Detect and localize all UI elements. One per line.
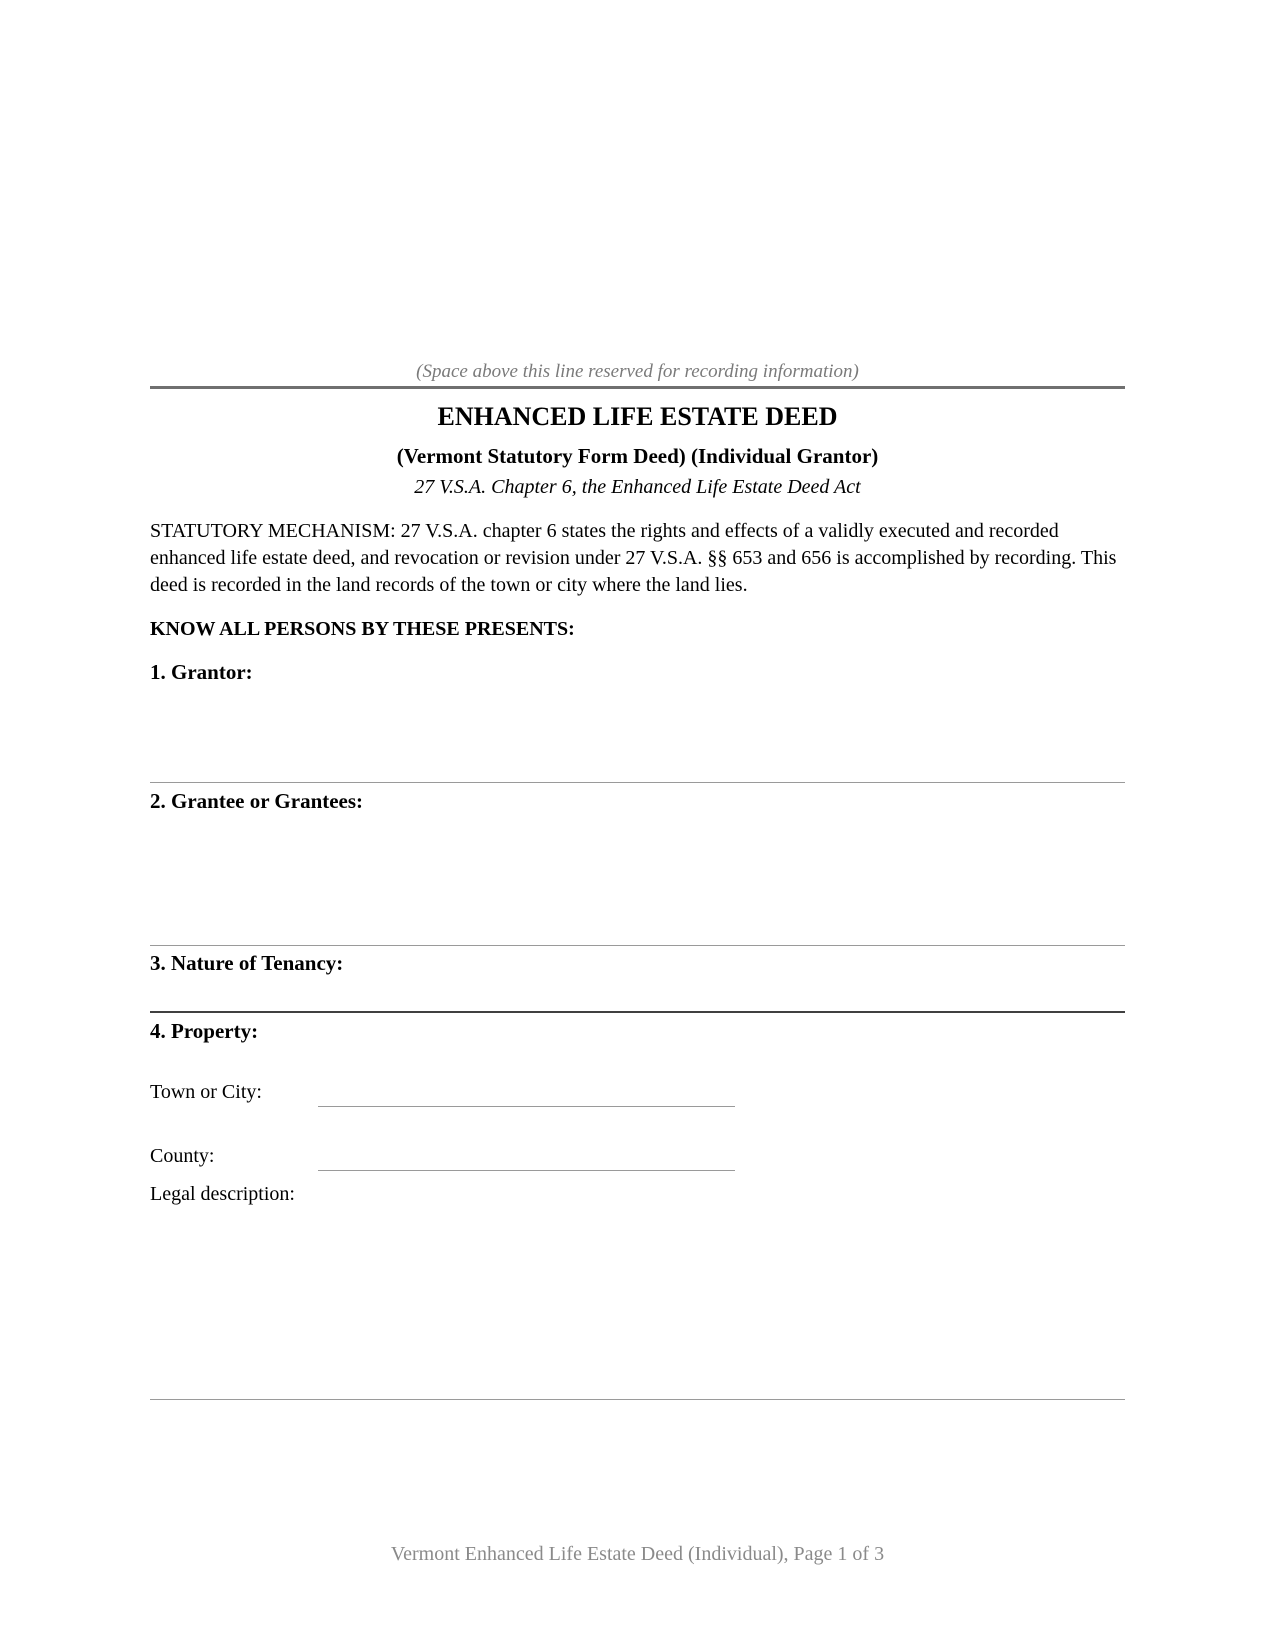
recording-divider bbox=[150, 386, 1125, 389]
tenancy-divider bbox=[150, 1011, 1125, 1013]
property-heading: 4. Property: bbox=[150, 1019, 259, 1043]
county-field[interactable] bbox=[318, 1139, 735, 1167]
deed-subtitle: (Vermont Statutory Form Deed) (Individual Grantor) bbox=[396, 444, 879, 468]
town-or-city-underline bbox=[318, 1106, 735, 1107]
statutory-mechanism-paragraph: STATUTORY MECHANISM: 27 V.S.A. chapter 6 states the rights and effects of a validly executed and recorded enhanced life estate deed, and revocation or revision under 27 V.S.A. §§ 653 and 656 is accomplished by recording. This deed is recorded in the land records of the town or city where the land lies. bbox=[150, 520, 1117, 596]
recording-space-note: (Space above this line reserved for recording information) bbox=[416, 361, 859, 382]
county-underline bbox=[318, 1170, 735, 1171]
county-label: County: bbox=[150, 1145, 215, 1167]
legal-description-label: Legal description: bbox=[150, 1183, 295, 1205]
town-or-city-field[interactable] bbox=[318, 1075, 735, 1103]
grantees-divider bbox=[150, 945, 1125, 946]
page-footer: Vermont Enhanced Life Estate Deed (Individual), Page 1 of 3 bbox=[390, 1543, 885, 1565]
statute-citation: 27 V.S.A. Chapter 6, the Enhanced Life Estate Deed Act bbox=[414, 476, 861, 498]
legal-description-divider bbox=[150, 1399, 1125, 1400]
grantor-entry-area[interactable] bbox=[150, 690, 1125, 778]
tenancy-heading: 3. Nature of Tenancy: bbox=[150, 951, 344, 975]
grantor-heading: 1. Grantor: bbox=[150, 660, 253, 684]
know-all-persons-heading: KNOW ALL PERSONS BY THESE PRESENTS: bbox=[150, 618, 575, 640]
grantor-divider bbox=[150, 782, 1125, 783]
grantees-heading: 2. Grantee or Grantees: bbox=[150, 789, 364, 813]
tenancy-entry-area[interactable] bbox=[150, 980, 1125, 1008]
town-or-city-label: Town or City: bbox=[150, 1081, 262, 1103]
deed-title: ENHANCED LIFE ESTATE DEED bbox=[437, 402, 838, 431]
legal-description-field[interactable] bbox=[150, 1212, 1125, 1392]
grantees-entry-area[interactable] bbox=[150, 820, 1125, 938]
